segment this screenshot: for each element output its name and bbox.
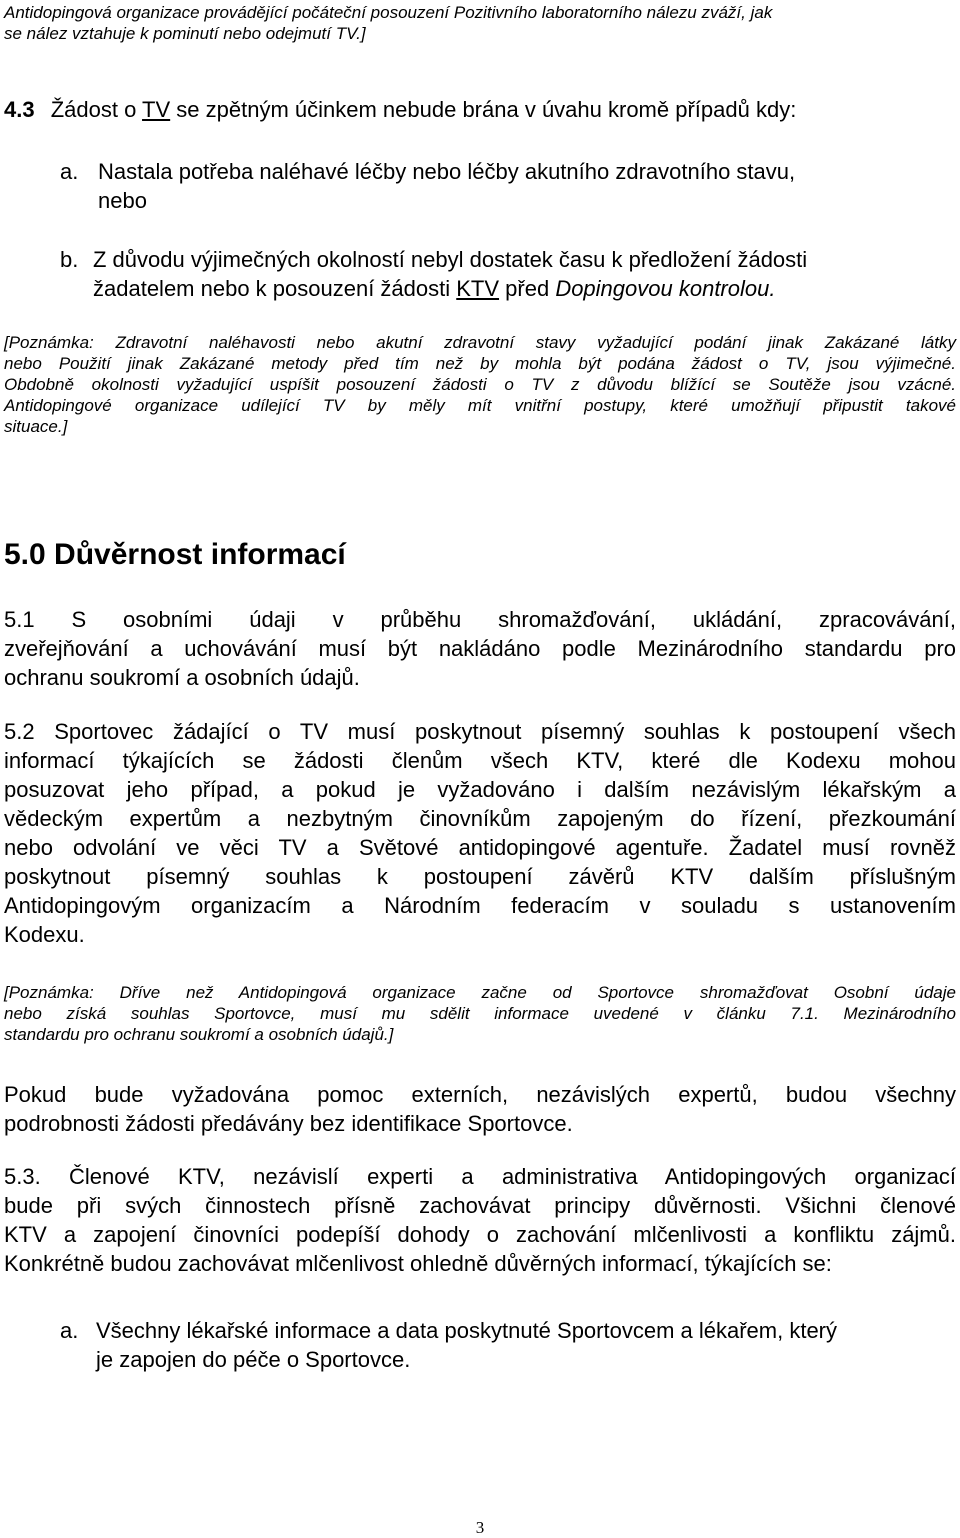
section-5-2	[4, 717, 956, 949]
list-item-b	[60, 245, 950, 303]
paragraph-line: bude při svých činnostech přísně zachovávat principy důvěrnosti. Všichni členové	[4, 1193, 956, 1218]
paragraph-line: zveřejňování a uchovávání musí být nakládáno podle Mezinárodního standardu pro	[4, 636, 956, 661]
paragraph-line: 5.1 S osobními údaji v průběhu shromažďování, ukládání, zpracovávání,	[4, 607, 956, 632]
top-note-line: Antidopingová organizace provádějící počáteční posouzení Pozitivního laboratorního nálezu zváží, jak	[4, 3, 773, 22]
paragraph-line: Kodexu.	[4, 922, 85, 947]
abbr-ktv: KTV	[456, 276, 500, 301]
paragraph-line: Pokud bude vyžadována pomoc externích, nezávislých expertů, budou všechny	[4, 1082, 956, 1107]
list-marker: a.	[60, 1318, 79, 1343]
section-heading: 5.0 Důvěrnost informací	[4, 538, 346, 571]
list-item-line: Z důvodu výjimečných okolností nebyl dostatek času k předložení žádosti	[93, 247, 808, 272]
list-item-line: Všechny lékařské informace a data poskytnuté Sportovcem a lékařem, který	[96, 1318, 838, 1343]
paragraph-experts	[4, 1080, 956, 1138]
paragraph-line: poskytnout písemný souhlas k postoupení závěrů KTV dalším příslušným	[4, 864, 956, 889]
text-span: žadatelem nebo k posouzení žádosti	[93, 276, 457, 301]
list-item-line: je zapojen do péče o Sportovce.	[96, 1347, 411, 1372]
section-number: 4.3	[4, 97, 35, 122]
page-number: 3	[475, 1518, 485, 1537]
note-line: Antidopingové organizace udílející TV by měly mít vnitřní postupy, které umožňují připustit takové	[4, 396, 956, 415]
paragraph-line: vědeckým expertům a nezbytným činovníkům zapojeným do řízení, přezkoumání	[4, 806, 956, 831]
paragraph-line: posuzovat jeho případ, a pokud je vyžadováno i dalším nezávislým lékařským a	[4, 777, 956, 802]
list-marker: b.	[60, 247, 79, 272]
list-item-line	[93, 274, 950, 303]
paragraph-line: Konkrétně budou zachovávat mlčenlivost ohledně důvěrných informací, týkajících se:	[4, 1251, 832, 1276]
top-note-line: se nález vztahuje k pominutí nebo odejmutí TV.]	[4, 24, 366, 43]
note-line: situace.]	[4, 417, 68, 436]
section-text: Žádost o	[50, 97, 143, 122]
abbr-tv: TV	[142, 97, 171, 122]
paragraph-line: KTV a zapojení činovníci podepíší dohody o zachování mlčenlivosti a konfliktu zájmů.	[4, 1222, 956, 1247]
note-line: nebo Použití jinak Zakázané metody před tím než by mohla být podána žádost o TV, jsou výjimečné.	[4, 354, 956, 373]
note-5-2	[4, 982, 956, 1045]
top-note	[4, 2, 956, 44]
text-span: před	[499, 276, 556, 301]
note-4-3	[4, 332, 956, 437]
note-line: [Poznámka: Zdravotní naléhavosti nebo akutní zdravotní stavy vyžadující podání jinak Zakázané látky	[4, 333, 956, 352]
paragraph-line: nebo odvolání ve věci TV a Světové antidopingové agentuře. Žadatel musí rovněž	[4, 835, 956, 860]
list-item-a	[60, 157, 950, 215]
section-5-3	[4, 1162, 956, 1278]
note-line: standardu pro ochranu soukromí a osobních údajů.]	[4, 1025, 394, 1044]
note-line: [Poznámka: Dříve než Antidopingová organizace začne od Sportovce shromažďovat Osobní údaje	[4, 983, 956, 1002]
note-line: nebo získá souhlas Sportovce, musí mu sdělit informace uvedené v článku 7.1. Mezinárodního	[4, 1004, 956, 1023]
list-marker: a.	[60, 159, 79, 184]
section-text: se zpětným účinkem nebude brána v úvahu kromě případů kdy:	[170, 97, 797, 122]
list-item-line: nebo	[98, 188, 147, 213]
paragraph-line: informací týkajících se žádosti členům všech KTV, které dle Kodexu mohou	[4, 748, 956, 773]
paragraph-line: 5.3. Členové KTV, nezávislí experti a administrativa Antidopingových organizací	[4, 1164, 956, 1189]
note-line: Obdobně okolnosti vyžadující uspíšit posouzení žádosti o TV z důvodu blížící se Soutěže jsou vzácné.	[4, 375, 956, 394]
paragraph-line: podrobnosti žádosti předávány bez identifikace Sportovce.	[4, 1111, 573, 1136]
paragraph-line: Antidopingovým organizacím a Národním federacím v souladu s ustanovením	[4, 893, 956, 918]
list-item-5-3-a	[60, 1316, 950, 1374]
section-4-3	[4, 95, 956, 124]
section-5-1	[4, 605, 956, 692]
paragraph-line: 5.2 Sportovec žádající o TV musí poskytnout písemný souhlas k postoupení všech	[4, 719, 956, 744]
paragraph-line: ochranu soukromí a osobních údajů.	[4, 665, 360, 690]
term-italic: Dopingovou kontrolou.	[555, 276, 776, 301]
list-item-line: Nastala potřeba naléhavé léčby nebo léčby akutního zdravotního stavu,	[98, 159, 796, 184]
